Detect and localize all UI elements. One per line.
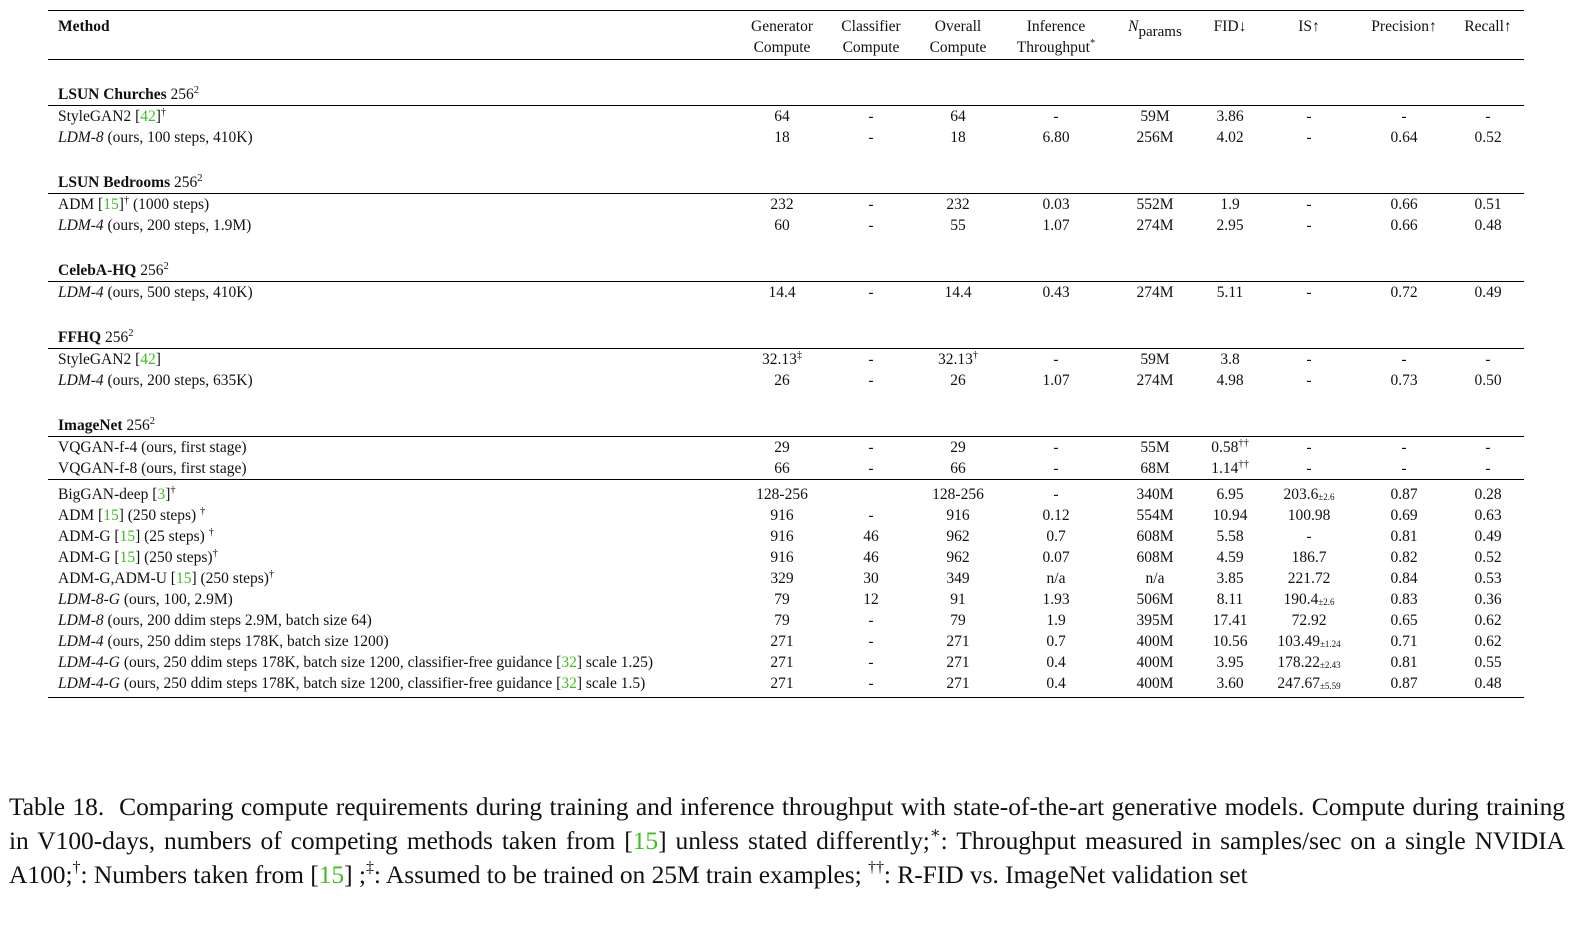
value-cell: 14.4	[944, 284, 972, 301]
section-ffhq	[48, 303, 1524, 391]
value-cell: 0.49	[1474, 528, 1502, 545]
citation-link[interactable]: 15	[318, 860, 345, 889]
value-cell: 1.07	[1042, 372, 1070, 389]
value-cell: 18	[950, 129, 966, 146]
value-cell: 3.60	[1216, 675, 1244, 692]
value-cell: 6.80	[1042, 129, 1070, 146]
citation-link[interactable]: 3	[157, 486, 166, 503]
value-cell: 55M	[1140, 439, 1170, 456]
value-cell: 4.02	[1216, 129, 1244, 146]
value-cell: 1.14††	[1211, 459, 1249, 477]
citation-link[interactable]: 15	[119, 528, 136, 545]
value-cell: 0.03	[1042, 196, 1070, 213]
value-cell: 0.81	[1390, 654, 1418, 671]
value-cell: -	[1053, 486, 1059, 503]
value-cell: 29	[774, 439, 790, 456]
value-cell: -	[1306, 351, 1312, 368]
section-title-row: FFHQ $256^2$	[48, 303, 1524, 349]
value-cell: 64	[774, 108, 790, 125]
value-cell: 608M	[1136, 528, 1174, 545]
value-cell: 14.4	[768, 284, 796, 301]
table-row	[48, 526, 1524, 547]
value-cell: 66	[774, 460, 790, 477]
table-row	[48, 505, 1524, 526]
value-cell: 0.7	[1046, 633, 1066, 650]
value-cell: 271	[946, 654, 970, 671]
value-cell: -	[1306, 528, 1312, 545]
value-cell: -	[868, 675, 874, 692]
table-row	[48, 127, 1524, 148]
value-cell	[826, 480, 916, 506]
header-nparams: Nparams	[1128, 18, 1182, 40]
value-cell: 26	[774, 372, 790, 389]
value-cell: 0.69	[1390, 507, 1418, 524]
section-name: LSUN Churches	[58, 86, 167, 103]
value-cell: 0.87	[1390, 675, 1418, 692]
value-cell: 232	[946, 196, 970, 213]
value-cell: 271	[946, 633, 970, 650]
method-cell: LDM-4-G (ours, 250 ddim steps 178K, batch size 1200, classifier-free guidance [32] scale 1.5)	[58, 675, 646, 692]
value-cell: -	[1053, 460, 1059, 477]
value-cell: 4.59	[1216, 549, 1244, 566]
method-cell: ADM-G [15] (250 steps)†	[58, 548, 218, 566]
value-cell: 17.41	[1212, 612, 1248, 629]
value-cell: 274M	[1136, 372, 1174, 389]
value-cell: 3.8	[1220, 351, 1240, 368]
value-cell: 0.43	[1042, 284, 1070, 301]
value-cell: -	[868, 217, 874, 234]
value-cell: 349	[946, 570, 970, 587]
value-cell: 5.11	[1216, 284, 1244, 301]
value-cell: 0.65	[1390, 612, 1418, 629]
table-row	[48, 631, 1524, 652]
value-cell: 0.51	[1474, 196, 1502, 213]
value-cell: 271	[770, 654, 794, 671]
citation-link[interactable]: 15	[103, 507, 119, 524]
value-cell: -	[868, 460, 874, 477]
value-cell: 59M	[1140, 351, 1170, 368]
value-cell: 271	[770, 633, 794, 650]
value-cell: 32.13‡	[761, 350, 803, 368]
results-table	[48, 10, 1524, 698]
value-cell: 916	[770, 528, 794, 545]
method-cell: ADM [15] (250 steps) †	[58, 506, 206, 524]
table-row	[48, 437, 1524, 459]
value-cell: 274M	[1136, 217, 1174, 234]
value-cell: 400M	[1136, 654, 1174, 671]
value-cell: -	[868, 507, 874, 524]
value-cell: -	[1306, 196, 1312, 213]
value-cell: 0.28	[1474, 486, 1502, 503]
value-cell: 0.55	[1474, 654, 1502, 671]
table-row	[48, 589, 1524, 610]
value-cell: 8.11	[1216, 591, 1244, 608]
value-cell: -	[868, 372, 874, 389]
section-name: FFHQ	[58, 329, 102, 346]
value-cell: 79	[774, 612, 790, 629]
value-cell: 256M	[1136, 129, 1174, 146]
value-cell: 0.63	[1474, 507, 1502, 524]
value-cell: $247.67_{\pm 5.59}$	[1277, 675, 1341, 692]
value-cell: 2.95	[1216, 217, 1244, 234]
value-cell: -	[1306, 129, 1312, 146]
value-cell: -	[1306, 460, 1312, 477]
value-cell: 0.87	[1390, 486, 1418, 503]
value-cell: 400M	[1136, 675, 1174, 692]
value-cell: -	[868, 196, 874, 213]
value-cell: $178.22_{\pm 2.43}$	[1277, 654, 1341, 671]
table-header-row	[48, 11, 1524, 60]
header-fid: FID↓	[1213, 18, 1247, 35]
header-recall: Recall↑	[1464, 18, 1512, 35]
value-cell: -	[1306, 372, 1312, 389]
value-cell: 4.98	[1216, 372, 1244, 389]
section-title-row: ImageNet $256^2$	[48, 391, 1524, 437]
table-row	[48, 568, 1524, 589]
value-cell: 72.92	[1291, 612, 1327, 629]
citation-link[interactable]: 15	[175, 570, 192, 587]
table-row	[48, 673, 1524, 698]
value-cell: -	[1485, 460, 1491, 477]
method-cell: LDM-4-G (ours, 250 ddim steps 178K, batch size 1200, classifier-free guidance [32] scale 1.25)	[58, 654, 653, 671]
value-cell: 0.12	[1042, 507, 1070, 524]
method-cell: LDM-4 (ours, 250 ddim steps 178K, batch size 1200)	[58, 633, 389, 650]
header-classifier-compute: Classifier Compute	[841, 18, 901, 56]
citation-link[interactable]: 15	[632, 826, 659, 855]
section-imagenet	[48, 391, 1524, 698]
value-cell: 10.56	[1212, 633, 1248, 650]
value-cell: 66	[950, 460, 966, 477]
value-cell: 186.7	[1291, 549, 1327, 566]
header-overall-compute: Overall Compute	[929, 18, 987, 56]
table-row	[48, 610, 1524, 631]
section-lsun-churches	[48, 60, 1524, 149]
section-title-row: LSUN Bedrooms $256^2$	[48, 148, 1524, 194]
value-cell: 0.72	[1390, 284, 1418, 301]
value-cell: 552M	[1136, 196, 1174, 213]
value-cell: 3.95	[1216, 654, 1244, 671]
value-cell: -	[1306, 284, 1312, 301]
value-cell: -	[868, 633, 874, 650]
method-cell: BigGAN-deep [3]†	[58, 485, 176, 503]
table-row	[48, 215, 1524, 236]
section-celeba-hq	[48, 236, 1524, 303]
value-cell: 3.85	[1216, 570, 1244, 587]
table-row	[48, 349, 1524, 371]
value-cell: 608M	[1136, 549, 1174, 566]
value-cell: 0.66	[1390, 217, 1418, 234]
value-cell: -	[1053, 351, 1059, 368]
value-cell: $103.49_{\pm 1.24}$	[1277, 633, 1341, 650]
value-cell: 29	[950, 439, 966, 456]
value-cell: 0.62	[1474, 612, 1502, 629]
value-cell: 962	[946, 528, 970, 545]
table-row	[48, 547, 1524, 568]
value-cell: 128-256	[756, 486, 808, 503]
value-cell: 0.84	[1390, 570, 1418, 587]
value-cell: 400M	[1136, 633, 1174, 650]
method-cell: LDM-4 (ours, 200 steps, 1.9M)	[58, 217, 252, 234]
value-cell: 0.64	[1390, 129, 1418, 146]
citation-link[interactable]: 15	[119, 549, 136, 566]
value-cell: -	[1306, 108, 1312, 125]
value-cell: -	[1485, 108, 1491, 125]
value-cell: 271	[946, 675, 970, 692]
value-cell: 395M	[1136, 612, 1174, 629]
value-cell: -	[868, 284, 874, 301]
value-cell: -	[868, 439, 874, 456]
value-cell: 0.4	[1046, 675, 1066, 692]
value-cell: 340M	[1136, 486, 1174, 503]
section-lsun-bedrooms	[48, 148, 1524, 236]
method-cell: StyleGAN2 [42]†	[58, 107, 167, 125]
method-cell: StyleGAN2 [42]	[58, 351, 161, 368]
section-name: LSUN Bedrooms	[58, 174, 171, 191]
table-row	[48, 194, 1524, 216]
value-cell: $203.6_{\pm 2.6}$	[1283, 486, 1335, 503]
value-cell: 0.52	[1474, 549, 1502, 566]
value-cell: 128-256	[932, 486, 984, 503]
value-cell: 1.9	[1220, 196, 1240, 213]
value-cell: -	[1401, 108, 1407, 125]
value-cell: 962	[946, 549, 970, 566]
value-cell: 221.72	[1287, 570, 1331, 587]
value-cell: -	[1401, 460, 1407, 477]
citation-link[interactable]: 32	[561, 675, 577, 692]
value-cell: 0.83	[1390, 591, 1418, 608]
table-row	[48, 370, 1524, 391]
header-inference-throughput: Inference Throughput*	[1016, 18, 1096, 56]
section-name: ImageNet	[58, 417, 123, 434]
value-cell: 0.66	[1390, 196, 1418, 213]
method-cell: VQGAN-f-8 (ours, first stage)	[58, 460, 247, 477]
citation-link[interactable]: 42	[140, 351, 156, 368]
citation-link[interactable]: 42	[140, 108, 156, 125]
value-cell: 26	[950, 372, 966, 389]
section-name: CelebA-HQ	[58, 262, 137, 279]
value-cell: 554M	[1136, 507, 1174, 524]
value-cell: 0.62	[1474, 633, 1502, 650]
method-cell: LDM-8 (ours, 100 steps, 410K)	[58, 129, 253, 146]
method-cell: LDM-8 (ours, 200 ddim steps 2.9M, batch size 64)	[58, 612, 372, 629]
value-cell: 1.9	[1046, 612, 1066, 629]
value-cell: 0.4	[1046, 654, 1066, 671]
table-row	[48, 458, 1524, 480]
table-row	[48, 106, 1524, 128]
value-cell: 232	[770, 196, 794, 213]
value-cell: 0.07	[1042, 549, 1070, 566]
value-cell: 32.13†	[937, 350, 979, 368]
value-cell: -	[1053, 108, 1059, 125]
value-cell: 0.71	[1390, 633, 1418, 650]
value-cell: -	[1306, 217, 1312, 234]
table-row	[48, 282, 1524, 304]
value-cell: -	[1401, 351, 1407, 368]
value-cell: 0.53	[1474, 570, 1502, 587]
value-cell: 3.86	[1216, 108, 1244, 125]
value-cell: 46	[863, 549, 879, 566]
value-cell: -	[868, 351, 874, 368]
value-cell: -	[1401, 439, 1407, 456]
value-cell: 0.50	[1474, 372, 1502, 389]
value-cell: 60	[774, 217, 790, 234]
value-cell: 916	[770, 507, 794, 524]
value-cell: 1.93	[1042, 591, 1070, 608]
value-cell: -	[868, 654, 874, 671]
value-cell: 0.48	[1474, 675, 1502, 692]
citation-link[interactable]: 32	[561, 654, 577, 671]
value-cell: 916	[946, 507, 970, 524]
value-cell: 0.36	[1474, 591, 1502, 608]
value-cell: 0.81	[1390, 528, 1418, 545]
value-cell: 55	[950, 217, 966, 234]
value-cell: -	[1485, 351, 1491, 368]
value-cell: 506M	[1136, 591, 1174, 608]
value-cell: 5.58	[1216, 528, 1244, 545]
value-cell: 6.95	[1216, 486, 1244, 503]
method-cell: LDM-8-G (ours, 100, 2.9M)	[58, 591, 233, 608]
citation-link[interactable]: 15	[103, 196, 119, 213]
value-cell: 0.7	[1046, 528, 1066, 545]
section-title-row: CelebA-HQ $256^2$	[48, 236, 1524, 282]
method-cell: ADM-G,ADM-U [15] (250 steps)†	[58, 569, 275, 587]
value-cell: n/a	[1145, 570, 1165, 587]
value-cell: -	[1485, 439, 1491, 456]
header-precision: Precision↑	[1371, 18, 1437, 35]
value-cell: 271	[770, 675, 794, 692]
table-row	[48, 480, 1524, 506]
value-cell: 46	[863, 528, 879, 545]
value-cell: 12	[863, 591, 879, 608]
value-cell: 59M	[1140, 108, 1170, 125]
header-method: Method	[58, 18, 110, 35]
value-cell: 0.48	[1474, 217, 1502, 234]
value-cell: 0.52	[1474, 129, 1502, 146]
value-cell: 274M	[1136, 284, 1174, 301]
value-cell: $190.4_{\pm 2.6}$	[1283, 591, 1335, 608]
section-title-row: LSUN Churches $256^2$	[48, 60, 1524, 106]
value-cell: 79	[774, 591, 790, 608]
value-cell: n/a	[1046, 570, 1066, 587]
value-cell: -	[1053, 439, 1059, 456]
value-cell: 0.49	[1474, 284, 1502, 301]
value-cell: 0.82	[1390, 549, 1418, 566]
value-cell: 1.07	[1042, 217, 1070, 234]
value-cell: -	[868, 108, 874, 125]
method-cell: LDM-4 (ours, 200 steps, 635K)	[58, 372, 253, 389]
method-cell: ADM [15]† (1000 steps)	[58, 195, 210, 213]
value-cell: 18	[774, 129, 790, 146]
table-caption: Table 18. Comparing compute requirements during training and inference throughput with state-of-the-art generative models. Compute during training in V100-days, numbers of competing methods taken from [15] unless stated differently;∗: Throughput measured in samples/sec on a single NVIDIA A100;†: Numbers taken from [15] ;‡: Assumed to be trained on 25M train examples; ††: R-FID vs. ImageNet validation set	[9, 792, 1566, 889]
value-cell: -	[1306, 439, 1312, 456]
value-cell: 329	[770, 570, 794, 587]
value-cell: 91	[950, 591, 966, 608]
header-is: IS↑	[1298, 18, 1320, 35]
table-row	[48, 652, 1524, 673]
method-cell: VQGAN-f-4 (ours, first stage)	[58, 439, 247, 456]
value-cell: 916	[770, 549, 794, 566]
value-cell: 68M	[1140, 460, 1170, 477]
method-cell: LDM-4 (ours, 500 steps, 410K)	[58, 284, 253, 301]
value-cell: -	[868, 612, 874, 629]
header-generator-compute: Generator Compute	[751, 18, 813, 56]
value-cell: -	[868, 129, 874, 146]
value-cell: 100.98	[1287, 507, 1331, 524]
value-cell: 30	[863, 570, 879, 587]
caption-label: Table 18.	[9, 792, 105, 821]
value-cell: 0.73	[1390, 372, 1418, 389]
method-cell: ADM-G [15] (25 steps) †	[58, 527, 214, 545]
value-cell: 79	[950, 612, 966, 629]
value-cell: 64	[950, 108, 966, 125]
value-cell: 0.58††	[1211, 438, 1249, 456]
value-cell: 10.94	[1212, 507, 1248, 524]
